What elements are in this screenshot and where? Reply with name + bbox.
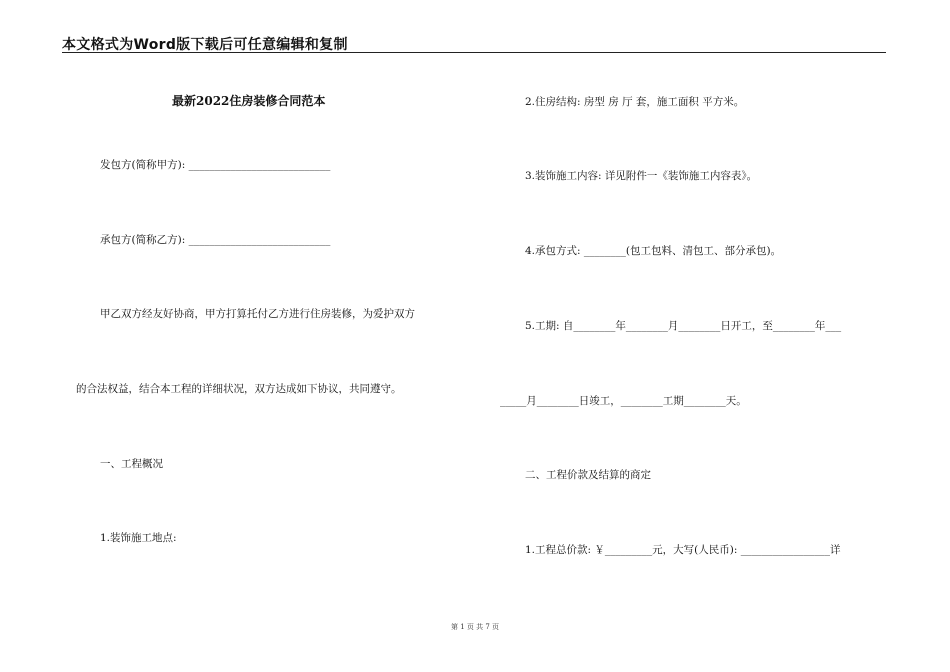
section-heading-2: 二、工程价款及结算的商定 xyxy=(525,469,651,481)
clause-1-4: 4.承包方式: ________(包工包料、清包工、部分承包)。 xyxy=(525,245,782,257)
clause-1-1: 1.装饰施工地点: xyxy=(100,532,177,544)
clause-1-2: 2.住房结构: 房型 房 厅 套，施工面积 平方米。 xyxy=(525,96,745,108)
clause-1-3: 3.装饰施工内容: 详见附件一《装饰施工内容表》。 xyxy=(525,170,758,182)
clause-1-5: 5.工期: 自________年________月________日开工，至________年___ xyxy=(525,320,842,332)
document-title: 最新2022住房装修合同范本 xyxy=(172,94,326,108)
section-heading-1: 一、工程概况 xyxy=(100,458,163,470)
party-a-line: 发包方(简称甲方): ___________________________ xyxy=(100,159,331,171)
party-b-line: 承包方(简称乙方): ___________________________ xyxy=(100,234,331,246)
clause-1-5-cont: _____月________日竣工，________工期________天。 xyxy=(500,395,747,407)
preamble-line-1: 甲乙双方经友好协商，甲方打算托付乙方进行住房装修，为爱护双方 xyxy=(100,308,415,320)
document-banner: 本文格式为Word版下载后可任意编辑和复制 xyxy=(62,37,348,53)
preamble-line-2: 的合法权益，结合本工程的详细状况，双方达成如下协议，共同遵守。 xyxy=(76,383,402,395)
page-number: 第 1 页 共 7 页 xyxy=(450,623,500,631)
clause-2-1: 1.工程总价款: ￥_________元，大写(人民币): _________________详 xyxy=(525,544,841,556)
header-divider xyxy=(62,52,886,53)
